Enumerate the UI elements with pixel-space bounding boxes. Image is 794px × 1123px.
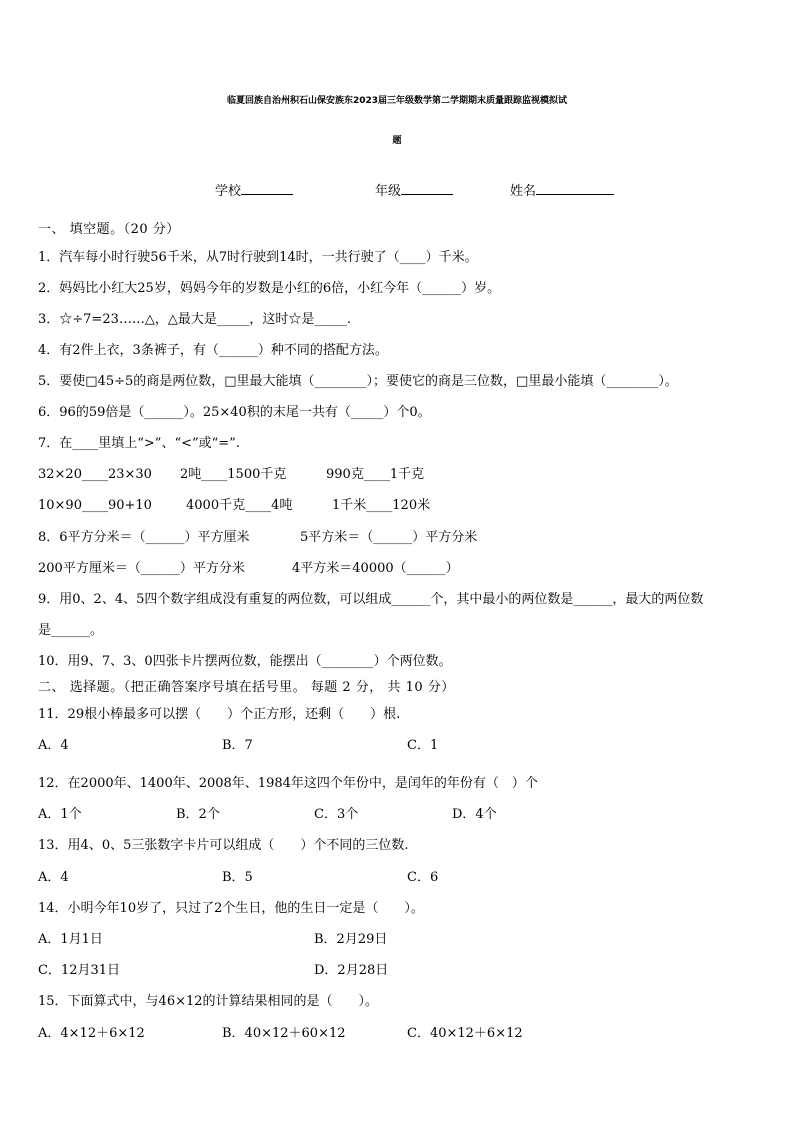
question-12-stem: 12．在2000年、1400年、2008年、1984年这四个年份中，是闰年的年份有（ ）个 (38, 776, 538, 791)
q13-option: C．6 (407, 870, 439, 885)
q7-row2-item: 1千米____120米 (332, 498, 431, 513)
question-13-stem: 13．用4、0、5三张数字卡片可以组成（ ）个不同的三位数. (38, 838, 409, 853)
question-11-stem: 11．29根小棒最多可以摆（ ）个正方形，还剩（ ）根. (38, 707, 401, 722)
q11-option: A．4 (38, 738, 69, 753)
q11-option: C．1 (407, 738, 439, 753)
section2-heading: 二、 选择题。（把正确答案序号填在括号里。 每题 2 分， 共 10 分） (38, 680, 455, 695)
school-label: 学校 (215, 184, 242, 199)
grade-blank (401, 180, 453, 195)
name-blank (536, 180, 614, 195)
q14-option: C．12月31日 (38, 963, 121, 978)
name-label: 姓名 (510, 184, 537, 199)
question-15-stem: 15．下面算式中，与46×12的计算结果相同的是（ ）。 (38, 994, 379, 1009)
q8-row1-item: 8．6平方分米＝（______）平方厘米 (38, 530, 250, 545)
question-14-stem: 14．小明今年10岁了，只过了2个生日，他的生日一定是（ ）。 (38, 901, 424, 916)
q7-row1-item: 990克____1千克 (326, 467, 425, 482)
question-4: 4．有2件上衣，3条裤子，有（______）种不同的搭配方法。 (38, 343, 388, 358)
q8-row1-item: 5平方米＝（______）平方分米 (300, 530, 478, 545)
question-5: 5．要使□45÷5的商是两位数，□里最大能填（________）；要使它的商是三位数，□里最小能填（________）。 (38, 374, 678, 389)
question-3: 3．☆÷7=23……△，△最大是_____，这时☆是_____. (38, 312, 351, 327)
q7-row1-item: 2吨____1500千克 (180, 467, 287, 482)
question-7-stem: 7．在____里填上“>”、“<”或“=”. (38, 436, 240, 451)
q7-row2-item: 10×90____90+10 (38, 498, 152, 513)
q12-option: B．2个 (176, 807, 220, 822)
q12-option: D．4个 (452, 807, 497, 822)
question-10: 10．用9、7、3、0四张卡片摆两位数，能摆出（________）个两位数。 (38, 654, 452, 669)
q14-option: A．1月1日 (38, 932, 103, 947)
q15-option: C．40×12＋6×12 (407, 1026, 523, 1041)
grade-label: 年级 (375, 184, 402, 199)
exam-title-line1: 临夏回族自治州积石山保安族东2023届三年级数学第二学期期末质量跟踪监视模拟试 (226, 96, 568, 106)
section1-heading: 一、 填空题。（20 分） (38, 222, 180, 237)
school-field (215, 180, 293, 202)
q12-option: C．3个 (314, 807, 359, 822)
q13-option: B．5 (222, 870, 253, 885)
q14-option: D．2月28日 (314, 963, 389, 978)
q15-option: A．4×12＋6×12 (38, 1026, 145, 1041)
exam-title-line2: 题 (392, 136, 402, 146)
q11-option: B．7 (222, 738, 253, 753)
q8-row2-item: 200平方厘米＝（______）平方分米 (38, 561, 245, 576)
question-9-line2: 是______。 (38, 623, 104, 638)
q7-row1-item: 32×20____23×30 (38, 467, 152, 482)
q7-row2-item: 4000千克____4吨 (186, 498, 293, 513)
question-6: 6．96的59倍是（______）。25×40积的末尾一共有（_____）个0。 (38, 405, 431, 420)
name-field (510, 180, 614, 202)
q15-option: B．40×12＋60×12 (222, 1026, 346, 1041)
q12-option: A．1个 (38, 807, 82, 822)
q14-option: B．2月29日 (314, 932, 388, 947)
q8-row2-item: 4平方米＝40000（______） (292, 561, 459, 576)
question-1: 1．汽车每小时行驶56千米，从7时行驶到14时，一共行驶了（____）千米。 (38, 250, 478, 265)
question-2: 2．妈妈比小红大25岁，妈妈今年的岁数是小红的6倍，小红今年（______）岁。 (38, 281, 501, 296)
q13-option: A．4 (38, 870, 69, 885)
question-9-line1: 9．用0、2、4、5四个数字组成没有重复的两位数，可以组成______个，其中最小的两位数是______，最大的两位数 (38, 592, 704, 607)
grade-field (375, 180, 453, 202)
school-blank (241, 180, 293, 195)
